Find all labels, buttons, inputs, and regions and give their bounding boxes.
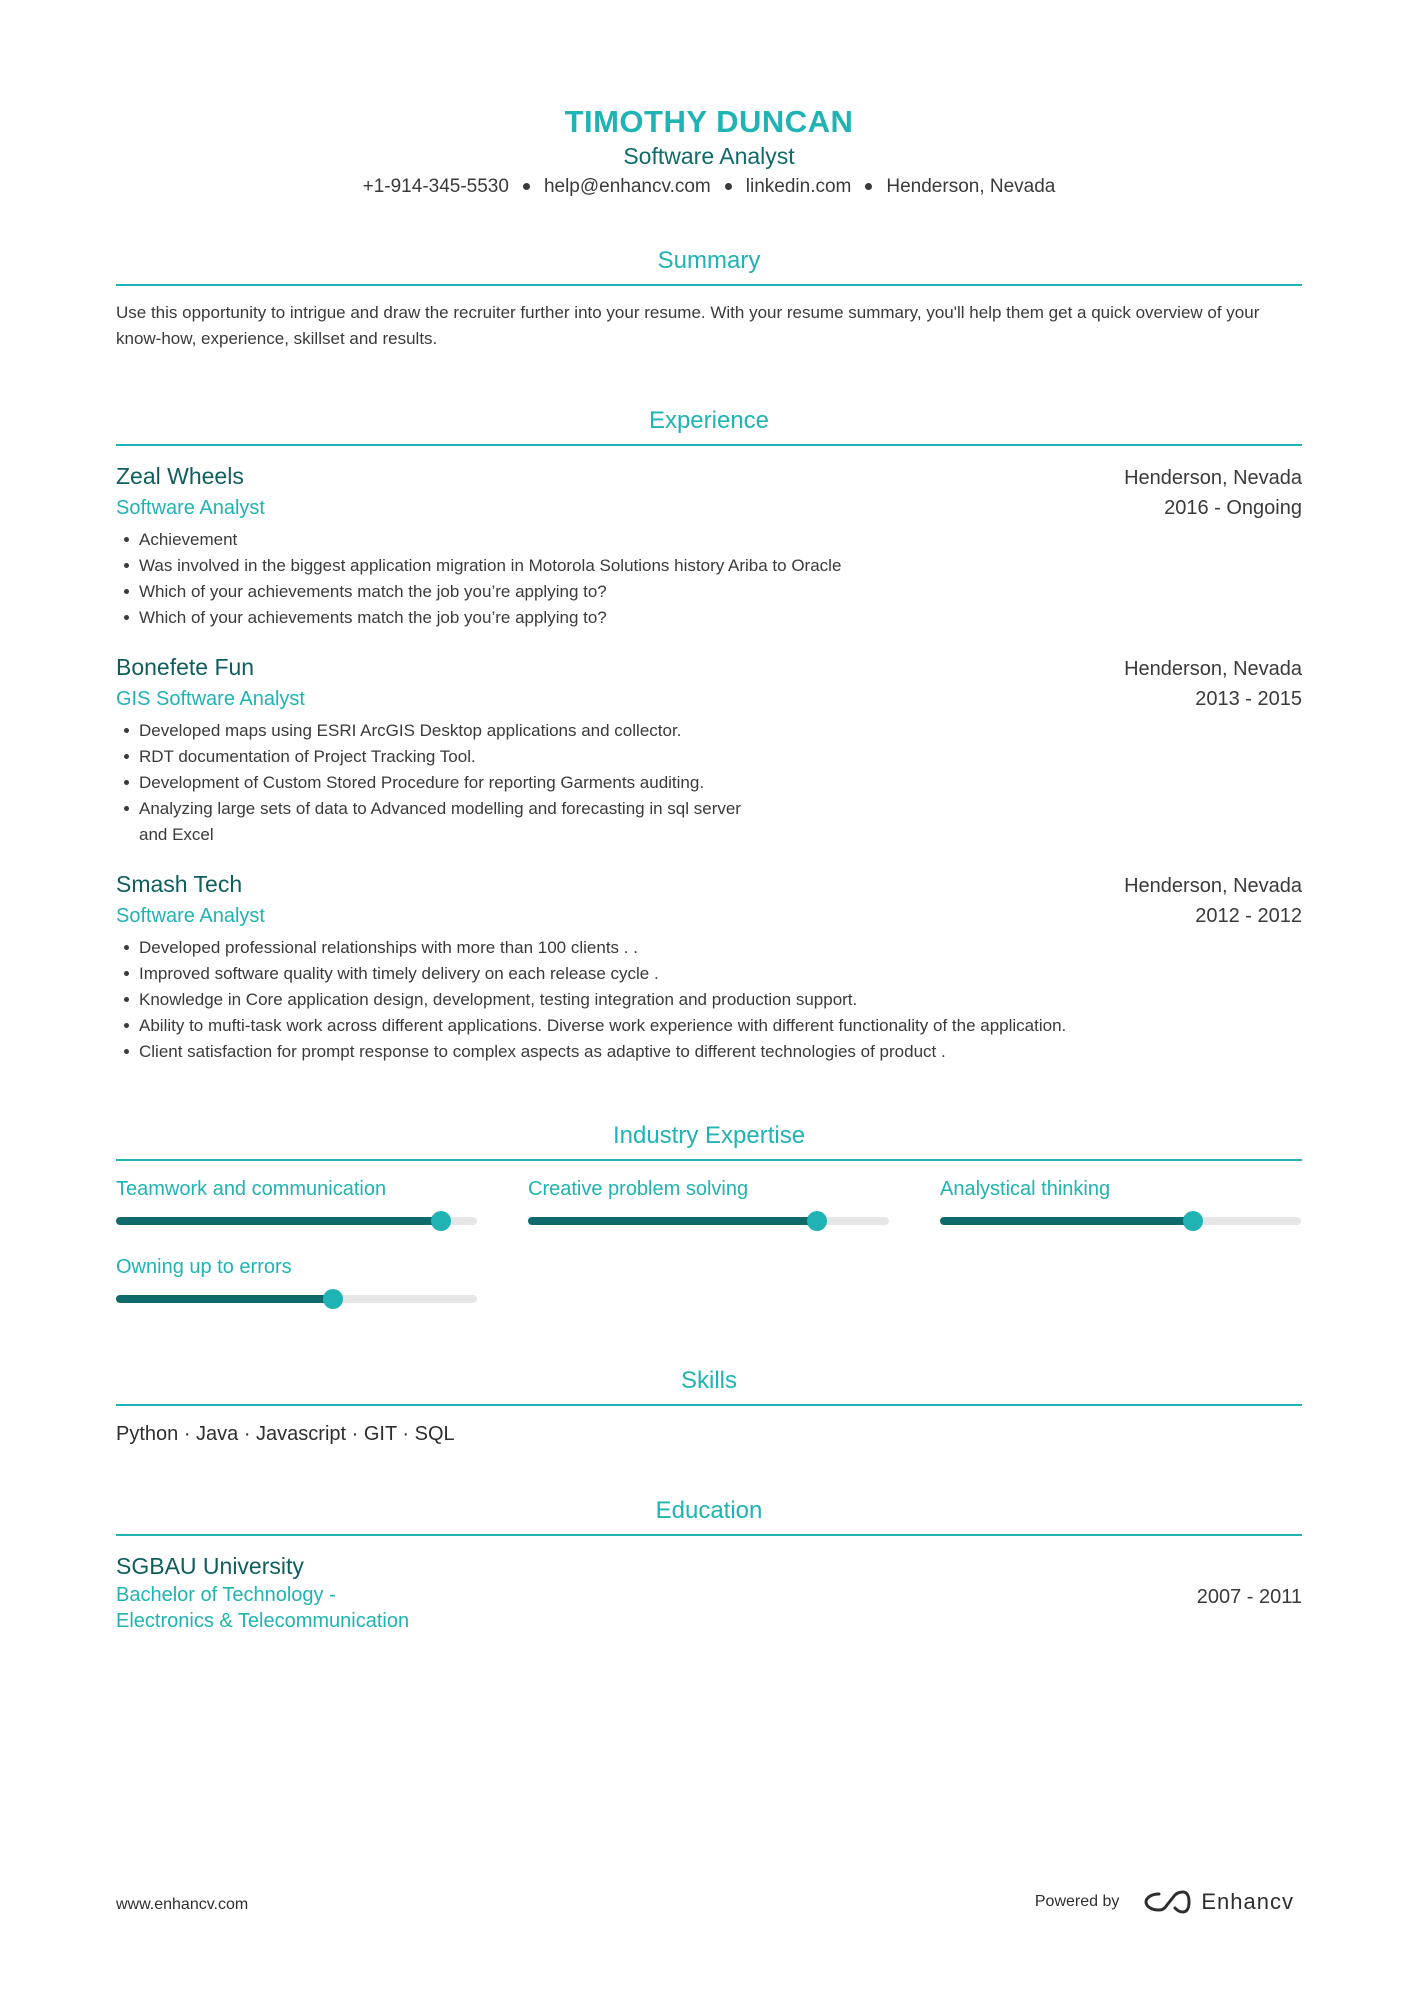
- summary-text: Use this opportunity to intrigue and draw the recruiter further into your resume. With your resume summary, you'll help them get a quick overview of your know-how, experience, skillset and results.: [116, 303, 1260, 348]
- skills-list: Python · Java · Javascript · GIT · SQL: [116, 1423, 455, 1445]
- expertise-item: [528, 1175, 889, 1225]
- linkedin-link[interactable]: linkedin.com: [745, 176, 852, 197]
- experience-section: [116, 405, 1302, 1065]
- candidate-name: TIMOTHY DUNCAN: [564, 104, 854, 139]
- bullet-item: Analyzing large sets of data to Advanced modelling and forecasting in sql server and Excel: [116, 796, 759, 848]
- job-dates: 2013 - 2015: [1195, 688, 1302, 710]
- expertise-bar: [116, 1217, 477, 1225]
- resume-content: [116, 0, 1302, 1634]
- company-name: Bonefete Fun: [116, 654, 255, 680]
- bullet-item: Development of Custom Stored Procedure for reporting Garments auditing.: [116, 770, 759, 796]
- job-entry: [116, 651, 1302, 848]
- degree-line: Bachelor of Technology -: [116, 1584, 336, 1606]
- bullet-item: Developed professional relationships with more than 100 clients . .: [116, 935, 1302, 961]
- section-title-expertise: Industry Expertise: [116, 1120, 1302, 1161]
- job-dates: 2012 - 2012: [1195, 905, 1302, 927]
- job-bullets: [116, 718, 1302, 848]
- job-entry: [116, 868, 1302, 1065]
- bullet-item: RDT documentation of Project Tracking Tool.: [116, 744, 759, 770]
- section-title-summary: Summary: [116, 245, 1302, 286]
- expertise-item: [116, 1175, 477, 1225]
- bullet-item: Was involved in the biggest application migration in Motorola Solutions history Ariba to Oracle: [116, 553, 1302, 579]
- expertise-item: [116, 1253, 477, 1303]
- footer-website[interactable]: www.enhancv.com: [116, 1896, 249, 1913]
- enhancv-logo-icon: [1143, 1889, 1191, 1915]
- education-entry: [116, 1550, 1302, 1634]
- expertise-bar-fill: [116, 1295, 333, 1303]
- bullet-separator: [523, 183, 530, 190]
- job-entry: [116, 460, 1302, 631]
- section-title-education: Education: [116, 1495, 1302, 1536]
- bullet-separator: [865, 183, 872, 190]
- bullet-item: Which of your achievements match the job you’re applying to?: [116, 605, 1302, 631]
- education-dates: 2007 - 2011: [1196, 1586, 1302, 1608]
- job-location: Henderson, Nevada: [1124, 467, 1302, 489]
- degree-line: Electronics & Telecommunication: [116, 1610, 410, 1632]
- bullet-item: Which of your achievements match the job you’re applying to?: [116, 579, 1302, 605]
- bullet-item: Knowledge in Core application design, development, testing integration and production support.: [116, 987, 1302, 1013]
- contact-line: [116, 173, 1302, 201]
- email[interactable]: help@enhancv.com: [543, 176, 711, 197]
- job-role: GIS Software Analyst: [116, 688, 305, 710]
- job-role: Software Analyst: [116, 905, 265, 927]
- expertise-label: Analystical thinking: [940, 1178, 1111, 1200]
- header-location: Henderson, Nevada: [886, 176, 1056, 197]
- expertise-bar-knob: [323, 1289, 343, 1309]
- expertise-bar: [528, 1217, 889, 1225]
- job-dates: 2016 - Ongoing: [1164, 497, 1302, 519]
- expertise-grid: [116, 1175, 1302, 1303]
- section-title-skills: Skills: [116, 1365, 1302, 1406]
- expertise-label: Owning up to errors: [116, 1256, 292, 1278]
- education-section: [116, 1495, 1302, 1634]
- expertise-label: Creative problem solving: [528, 1178, 749, 1200]
- bullet-item: Developed maps using ESRI ArcGIS Desktop applications and collector.: [116, 718, 759, 744]
- bullet-separator: [725, 183, 732, 190]
- expertise-bar: [116, 1295, 477, 1303]
- resume-header: [116, 0, 1302, 201]
- section-title-experience: Experience: [116, 405, 1302, 446]
- expertise-section: [116, 1120, 1302, 1303]
- expertise-label: Teamwork and communication: [116, 1178, 387, 1200]
- bullet-item: Improved software quality with timely delivery on each release cycle .: [116, 961, 1302, 987]
- powered-by-label: Powered by: [1034, 1893, 1120, 1910]
- job-role: Software Analyst: [116, 497, 265, 519]
- expertise-bar-knob: [1183, 1211, 1203, 1231]
- degree: [116, 1582, 409, 1634]
- expertise-bar: [940, 1217, 1301, 1225]
- footer-branding: [1035, 1889, 1294, 1915]
- company-name: Zeal Wheels: [116, 463, 244, 489]
- skills-section: [116, 1365, 1302, 1449]
- job-location: Henderson, Nevada: [1124, 658, 1302, 680]
- job-bullets: [116, 527, 1302, 631]
- bullet-item: Ability to mufti-task work across different applications. Diverse work experience with different functionality of the application.: [116, 1013, 1302, 1039]
- job-location: Henderson, Nevada: [1124, 875, 1302, 897]
- brand-name: Enhancv: [1201, 1889, 1294, 1914]
- bullet-item: Client satisfaction for prompt response to complex aspects as adaptive to different technologies of product .: [116, 1039, 1302, 1065]
- expertise-bar-fill: [528, 1217, 817, 1225]
- job-bullets: [116, 935, 1302, 1065]
- expertise-item: [940, 1175, 1301, 1225]
- expertise-bar-knob: [807, 1211, 827, 1231]
- phone: +1-914-345-5530: [362, 176, 509, 197]
- expertise-bar-fill: [116, 1217, 441, 1225]
- school-name: SGBAU University: [116, 1553, 304, 1579]
- company-name: Smash Tech: [116, 871, 243, 897]
- candidate-headline: Software Analyst: [623, 143, 795, 169]
- summary-section: [116, 245, 1302, 352]
- expertise-bar-fill: [940, 1217, 1193, 1225]
- expertise-bar-knob: [431, 1211, 451, 1231]
- bullet-item: Achievement: [116, 527, 1302, 553]
